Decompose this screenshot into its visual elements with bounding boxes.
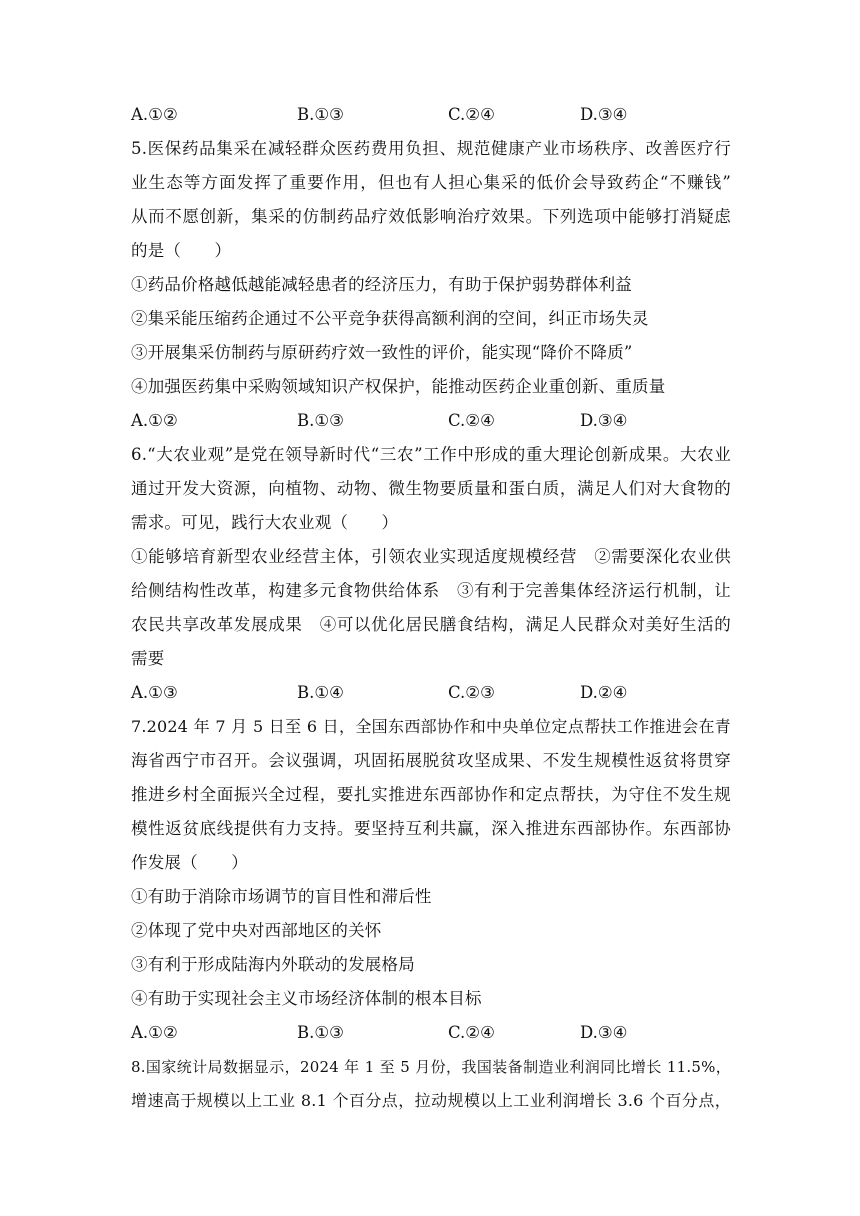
question-line: 7.2024 年 7 月 5 日至 6 日，全国东西部协作和中央单位定点帮扶工作推进会在青	[131, 717, 731, 736]
option-a: A.①②	[131, 411, 178, 430]
question-6-items	[131, 540, 731, 676]
option-a: A.①②	[131, 1023, 178, 1042]
option-a: A.①②	[131, 105, 178, 124]
question-line: 从而不愿创新，集采的仿制药品疗效低影响治疗效果。下列选项中能够打消疑虑	[131, 207, 731, 226]
option-b: B.①③	[297, 105, 344, 124]
statement-item: ④有助于实现社会主义市场经济体制的根本目标	[131, 989, 482, 1008]
option-b: B.①③	[297, 411, 344, 430]
question-8-stem	[131, 1050, 731, 1118]
option-d: D.③④	[580, 411, 628, 430]
option-a: A.①③	[131, 683, 178, 702]
question-line: 的是（ ）	[131, 241, 232, 260]
statement-item: 农民共享改革发展成果 ④可以优化居民膳食结构，满足人民群众对美好生活的	[131, 615, 731, 634]
question-line: 海省西宁市召开。会议强调，巩固拓展脱贫攻坚成果、不发生规模性返贫将贯穿	[131, 751, 731, 770]
answer-options-q4	[131, 98, 731, 132]
option-c: C.②④	[448, 411, 495, 430]
question-7-items	[131, 880, 731, 1016]
statement-item: ①有助于消除市场调节的盲目性和滞后性	[131, 887, 432, 906]
option-c: C.②③	[448, 683, 495, 702]
question-line: 8.国家统计局数据显示，2024 年 1 至 5 月份，我国装备制造业利润同比增长 11.5%，	[131, 1058, 731, 1076]
statement-item: ③有利于形成陆海内外联动的发展格局	[131, 955, 415, 974]
answer-options-q6	[131, 676, 731, 710]
question-line: 5.医保药品集采在减轻群众医药费用负担、规范健康产业市场秩序、改善医疗行	[131, 139, 731, 158]
exam-page	[131, 98, 731, 1118]
question-line: 增速高于规模以上工业 8.1 个百分点，拉动规模以上工业利润增长 3.6 个百分点，	[131, 1091, 731, 1110]
statement-item: ④加强医药集中采购领域知识产权保护，能推动医药企业重创新、重质量	[131, 377, 666, 396]
question-6-stem	[131, 438, 731, 540]
question-line: 推进乡村全面振兴全过程，要扎实推进东西部协作和定点帮扶，为守住不发生规	[131, 785, 731, 804]
option-b: B.①③	[297, 1023, 344, 1042]
question-5-stem	[131, 132, 731, 268]
option-d: D.②④	[580, 683, 628, 702]
question-line: 模性返贫底线提供有力支持。要坚持互利共赢，深入推进东西部协作。东西部协	[131, 819, 731, 838]
question-line: 通过开发大资源，向植物、动物、微生物要质量和蛋白质，满足人们对大食物的	[131, 479, 731, 498]
question-line: 6.“大农业观”是党在领导新时代“三农”工作中形成的重大理论创新成果。大农业	[131, 445, 731, 464]
statement-item: ①能够培育新型农业经营主体，引领农业实现适度规模经营 ②需要深化农业供	[131, 547, 731, 566]
option-c: C.②④	[448, 1023, 495, 1042]
question-7-stem	[131, 710, 731, 880]
question-line: 业生态等方面发挥了重要作用，但也有人担心集采的低价会导致药企“不赚钱”	[131, 173, 731, 192]
answer-options-q5	[131, 404, 731, 438]
question-line: 需求。可见，践行大农业观（ ）	[131, 513, 399, 532]
option-c: C.②④	[448, 105, 495, 124]
question-5-items	[131, 268, 731, 404]
statement-item: ③开展集采仿制药与原研药疗效一致性的评价，能实现“降价不降质”	[131, 343, 633, 362]
statement-item: 给侧结构性改革，构建多元食物供给体系 ③有利于完善集体经济运行机制，让	[131, 581, 731, 600]
option-d: D.③④	[580, 1023, 628, 1042]
option-b: B.①④	[297, 683, 344, 702]
statement-item: ②体现了党中央对西部地区的关怀	[131, 921, 382, 940]
option-d: D.③④	[580, 105, 628, 124]
statement-item: 需要	[131, 649, 165, 668]
statement-item: ②集采能压缩药企通过不公平竞争获得高额利润的空间，纠正市场失灵	[131, 309, 649, 328]
question-line: 作发展（ ）	[131, 853, 248, 872]
statement-item: ①药品价格越低越能减轻患者的经济压力，有助于保护弱势群体利益	[131, 275, 632, 294]
answer-options-q7	[131, 1016, 731, 1050]
